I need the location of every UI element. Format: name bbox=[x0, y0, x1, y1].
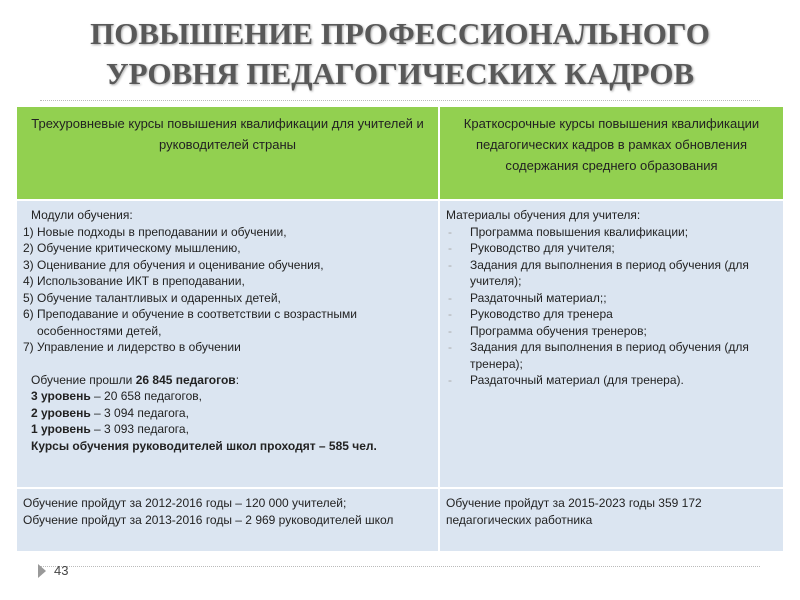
list-item: 4) Использование ИКТ в преподавании, bbox=[23, 274, 245, 288]
trained-summary: Обучение прошли 26 845 педагогов: bbox=[31, 372, 240, 387]
level-1: 1 уровень – 3 093 педагога, bbox=[31, 422, 189, 436]
page-number bbox=[38, 563, 68, 578]
page-title bbox=[0, 14, 800, 94]
list-item: 6) Преподавание и обучение в соответствии с возрастными особенностями детей, bbox=[23, 307, 357, 338]
list-item: - Задания для выполнения в период обучения (для учителя); bbox=[470, 257, 777, 290]
list-item: 7) Управление и лидерство в обучении bbox=[23, 340, 241, 354]
materials-label: Материалы обучения для учителя: bbox=[446, 208, 641, 222]
title-line-1: ПОВЫШЕНИЕ ПРОФЕССИОНАЛЬНОГО bbox=[90, 16, 710, 51]
list-item: 5) Обучение талантливых и одаренных детей, bbox=[23, 290, 281, 305]
page-number-text: 43 bbox=[54, 563, 69, 578]
materials-list bbox=[446, 224, 777, 389]
footer-left-line: Обучение пройдут за 2013-2016 годы – 2 969 руководителей школ bbox=[23, 512, 394, 527]
footer-left-cell bbox=[16, 488, 439, 552]
title-line-2: УРОВНЯ ПЕДАГОГИЧЕСКИХ КАДРОВ bbox=[105, 56, 695, 91]
courses-table bbox=[15, 105, 785, 553]
list-item: 1) Новые подходы в преподавании и обучении, bbox=[23, 224, 287, 239]
footer-right-cell: Обучение пройдут за 2015-2023 годы 359 172 педагогических работника bbox=[439, 488, 784, 552]
divider bbox=[40, 100, 760, 101]
header-three-level: Трехуровневые курсы повышения квалификации для учителей и руководителей страны bbox=[16, 106, 439, 200]
list-item: - Руководство для учителя; bbox=[470, 240, 777, 257]
list-item: - Программа повышения квалификации; bbox=[470, 224, 777, 241]
modules-label: Модули обучения: bbox=[31, 208, 133, 222]
triangle-icon bbox=[38, 564, 46, 578]
list-item: - Раздаточный материал (для тренера). bbox=[470, 372, 777, 389]
list-item: 2) Обучение критическому мышлению, bbox=[23, 241, 241, 255]
modules-cell bbox=[16, 200, 439, 488]
list-item: - Задания для выполнения в период обучения (для тренера); bbox=[470, 339, 777, 372]
list-item: - Руководство для тренера bbox=[470, 306, 777, 323]
footer-left-line: Обучение пройдут за 2012-2016 годы – 120 000 учителей; bbox=[23, 496, 347, 510]
materials-cell bbox=[439, 200, 784, 488]
list-item: 3) Оценивание для обучения и оценивание обучения, bbox=[23, 257, 324, 272]
directors-courses: Курсы обучения руководителей школ проходят – 585 чел. bbox=[31, 438, 377, 453]
modules-list bbox=[23, 224, 432, 356]
footer-divider bbox=[40, 566, 760, 567]
list-item: - Программа обучения тренеров; bbox=[470, 323, 777, 340]
list-item: - Раздаточный материал;; bbox=[470, 290, 777, 307]
level-3: 3 уровень – 20 658 педагогов, bbox=[31, 389, 202, 403]
level-2: 2 уровень – 3 094 педагога, bbox=[31, 405, 189, 420]
header-short-term: Краткосрочные курсы повышения квалификации педагогических кадров в рамках обновления содержания среднего образования bbox=[439, 106, 784, 200]
